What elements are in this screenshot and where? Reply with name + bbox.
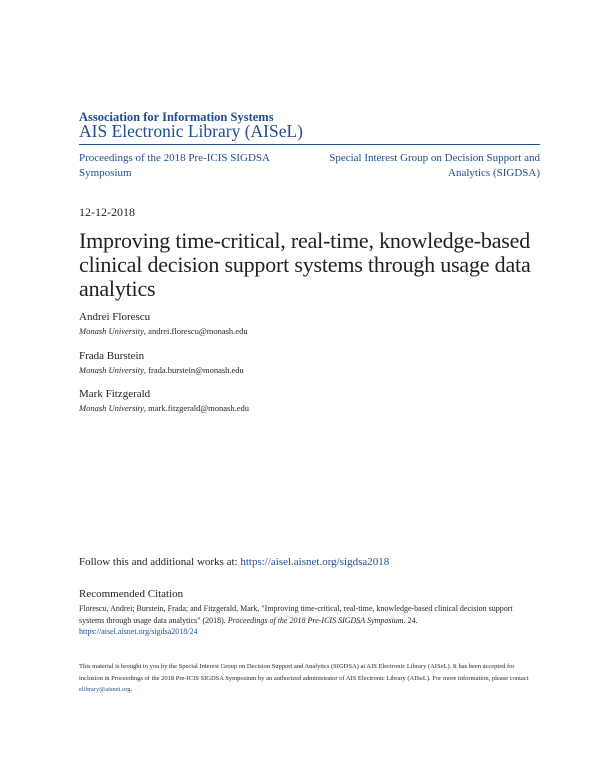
follow-link[interactable]: https://aisel.aisnet.org/sigdsa2018 <box>240 556 390 568</box>
author-email: , mark.fitzgerald@monash.edu <box>143 403 249 413</box>
proceedings-collection-link[interactable]: Proceedings of the 2018 Pre-ICIS SIGDSA Symposium <box>79 152 270 179</box>
contact-email-link[interactable]: elibrary@aisnet.org <box>79 686 131 693</box>
citation-text <box>79 603 539 638</box>
author-name: Frada Burstein <box>79 350 145 362</box>
citation-journal: Proceedings of the 2018 Pre-ICIS SIGDSA Symposium <box>227 615 404 625</box>
follow-prefix: Follow this and additional works at: <box>79 556 241 568</box>
follow-line <box>79 556 389 568</box>
recommended-citation-heading: Recommended Citation <box>79 588 184 600</box>
affiliation-name: Monash University <box>79 365 144 375</box>
citation-suffix: . 24. <box>403 615 418 625</box>
affiliation-name: Monash University <box>79 326 144 336</box>
publication-date: 12-12-2018 <box>79 205 135 219</box>
author-affiliation <box>79 326 248 336</box>
footer-notice <box>79 661 539 696</box>
author-email: , andrei.florescu@monash.edu <box>143 326 248 336</box>
org-name[interactable]: Association for Information Systems <box>79 110 274 124</box>
header-divider <box>79 144 540 145</box>
footer-end: . <box>130 686 133 693</box>
affiliation-name: Monash University <box>79 403 144 413</box>
author-affiliation <box>79 403 249 413</box>
library-name[interactable]: AIS Electronic Library (AISeL) <box>79 121 304 141</box>
author-name: Mark Fitzgerald <box>79 388 151 400</box>
author-name: Andrei Florescu <box>79 311 151 323</box>
paper-title: Improving time-critical, real-time, knowledge-based clinical decision support systems through usage data analytics <box>79 228 531 301</box>
sig-collection-link[interactable]: Special Interest Group on Decision Support and Analytics (SIGDSA) <box>329 152 540 179</box>
citation-body: Florescu, Andrei; Burstein, Frada; and Fitzgerald, Mark, "Improving time-critical, real-time, knowledge-based clinical decision support systems through usage data analytics" (2018). <box>79 604 513 625</box>
citation-link[interactable]: https://aisel.aisnet.org/sigdsa2018/24 <box>79 627 198 636</box>
author-affiliation <box>79 365 244 375</box>
footer-text: This material is brought to you by the Special Interest Group on Decision Support and Analytics (SIGDSA) at AIS Electronic Library (AISeL). It has been accepted for inclusion in Proceedings of the 2018 Pre-ICIS SIGDSA Symposium by an authorized administrator of AIS Electronic Library (AISeL). For more information, please contact <box>79 663 529 682</box>
author-email: , frada.burstein@monash.edu <box>143 365 244 375</box>
